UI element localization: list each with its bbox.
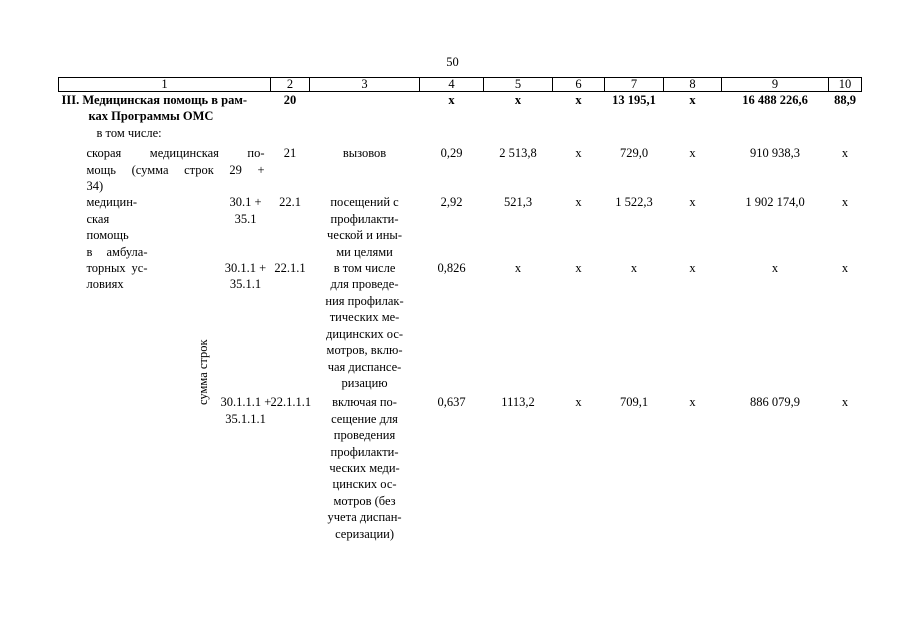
cell-c7: х [630, 261, 638, 276]
text-line: ческих меди- [329, 460, 400, 475]
sum-line: 35.1 [234, 211, 257, 226]
cell-c7: 1 522,3 [615, 195, 653, 210]
cell-c9: 886 079,9 [750, 395, 801, 410]
cell-c5: 521,3 [503, 195, 533, 210]
cell-c3 [310, 394, 420, 542]
cell-c8: х [689, 195, 696, 210]
cell-c10: х [841, 146, 849, 161]
table-row-22-1 [59, 194, 862, 260]
cell-c5: х [514, 261, 522, 276]
cell-c9: 910 938,3 [750, 146, 801, 161]
text-line: посещений с [330, 195, 399, 210]
cell-c9: 16 488 226,6 [742, 93, 808, 107]
text-line: в том числе [333, 261, 396, 276]
cell-c5: 2 513,8 [499, 146, 537, 161]
row-label-line: мощь (сумма строк 29 + [86, 162, 265, 177]
cell-sum [221, 394, 271, 542]
text-line: включая по- [332, 395, 397, 410]
cell-c4: 2,92 [440, 195, 463, 210]
cell-c6: х [575, 93, 582, 107]
cell-c4: х [448, 93, 455, 107]
text-line: профилакти- [330, 444, 399, 459]
cell-c7: 729,0 [619, 146, 649, 161]
text-line: мотров (без [333, 493, 396, 508]
text-line: цинских ос- [332, 477, 397, 492]
cell-c6: х [575, 261, 582, 276]
text-line: ми целями [336, 244, 393, 259]
cell-c8: х [689, 146, 696, 161]
header-cell-4: 4 [420, 78, 484, 92]
header-row [59, 78, 862, 92]
row-label-line: торных ус- [86, 261, 148, 276]
header-cell-7: 7 [605, 78, 664, 92]
table-row-main [59, 92, 862, 125]
cell-c7: 709,1 [619, 395, 649, 410]
cell-c5: 1113,2 [501, 395, 535, 410]
text-line: сещение для [331, 411, 398, 426]
cell-c5: х [514, 93, 522, 107]
header-cell-6: 6 [553, 78, 605, 92]
cell-c10: х [841, 395, 849, 410]
cell-c10: х [841, 195, 849, 210]
row-label-line: ловиях [86, 277, 124, 292]
cell-c3: вызовов [342, 146, 387, 161]
cell-c2: 22.1 [279, 195, 301, 210]
row-label-line: скорая медицинская по- [86, 146, 265, 161]
header-cell-1: 1 [59, 78, 271, 92]
row-label-line: 34) [86, 179, 104, 194]
text-line: учета диспан- [327, 510, 402, 525]
sum-rows-vertical-label: сумма строк [196, 339, 210, 405]
cell-c4: 0,826 [437, 261, 466, 276]
row-label-outpatient [59, 194, 150, 542]
text-line: проведения [333, 428, 396, 443]
row-label-ambulance [59, 141, 271, 194]
header-cell-8: 8 [664, 78, 722, 92]
row-label-line: медицин- [86, 195, 138, 210]
row-label-line: III. Медицинская помощь в рам- [61, 93, 248, 107]
cell-c10: х [841, 261, 849, 276]
sum-line: 30.1.1.1 + [220, 395, 272, 410]
text-line: тических ме- [329, 310, 400, 325]
header-cell-3: 3 [310, 78, 420, 92]
sum-line: 35.1.1.1 [225, 411, 266, 426]
text-line: мотров, вклю- [326, 343, 403, 358]
cell-c3 [310, 92, 420, 125]
cell-c9: х [771, 261, 779, 276]
text-line: ческой и ины- [327, 228, 402, 243]
sum-line: 30.1.1 + [224, 261, 267, 276]
cell-c2: 22.1.1 [274, 261, 306, 276]
cell-c3 [310, 260, 420, 394]
text-line: серизации) [335, 526, 394, 541]
text-line: для проведе- [330, 277, 399, 292]
cell-c2: 21 [283, 146, 297, 161]
row-label-incl: в том числе: [96, 125, 162, 140]
cell-c8: х [689, 395, 696, 410]
row-label-line: ская помощь [86, 211, 129, 243]
sum-line: 30.1 + [229, 195, 262, 210]
cell-c6: х [575, 395, 582, 410]
data-table [58, 77, 862, 542]
cell-sum [221, 194, 271, 260]
cell-c10: 88,9 [834, 93, 856, 107]
cell-c7: 13 195,1 [612, 93, 656, 107]
cell-c6: х [575, 146, 582, 161]
cell-c2: 22.1.1.1 [270, 395, 312, 410]
sum-line: 35.1.1 [229, 277, 262, 292]
header-cell-5: 5 [484, 78, 553, 92]
row-label-line: ках Программы ОМС [88, 109, 214, 124]
cell-c8: х [689, 93, 696, 107]
table-row-ambulance [59, 141, 862, 194]
text-line: ризацию [341, 375, 388, 390]
text-line: профилакти- [330, 211, 399, 226]
cell-c8: х [689, 261, 696, 276]
text-line: ния профилак- [325, 293, 404, 308]
row-label-line: в амбула- [86, 244, 148, 259]
cell-c9: 1 902 174,0 [745, 195, 805, 210]
cell-sum [221, 260, 271, 394]
row-label-main [59, 92, 271, 125]
text-line: дицинских ос- [325, 326, 404, 341]
header-cell-9: 9 [722, 78, 829, 92]
cell-c6: х [575, 195, 582, 210]
cell-c4: 0,637 [437, 395, 466, 410]
header-cell-10: 10 [829, 78, 862, 92]
cell-c4: 0,29 [440, 146, 463, 161]
text-line: чая диспансе- [327, 359, 402, 374]
cell-c3 [310, 194, 420, 260]
header-cell-2: 2 [271, 78, 310, 92]
table-row-incl [59, 125, 862, 141]
cell-c2: 20 [283, 93, 297, 107]
page-number: 50 [446, 55, 459, 69]
